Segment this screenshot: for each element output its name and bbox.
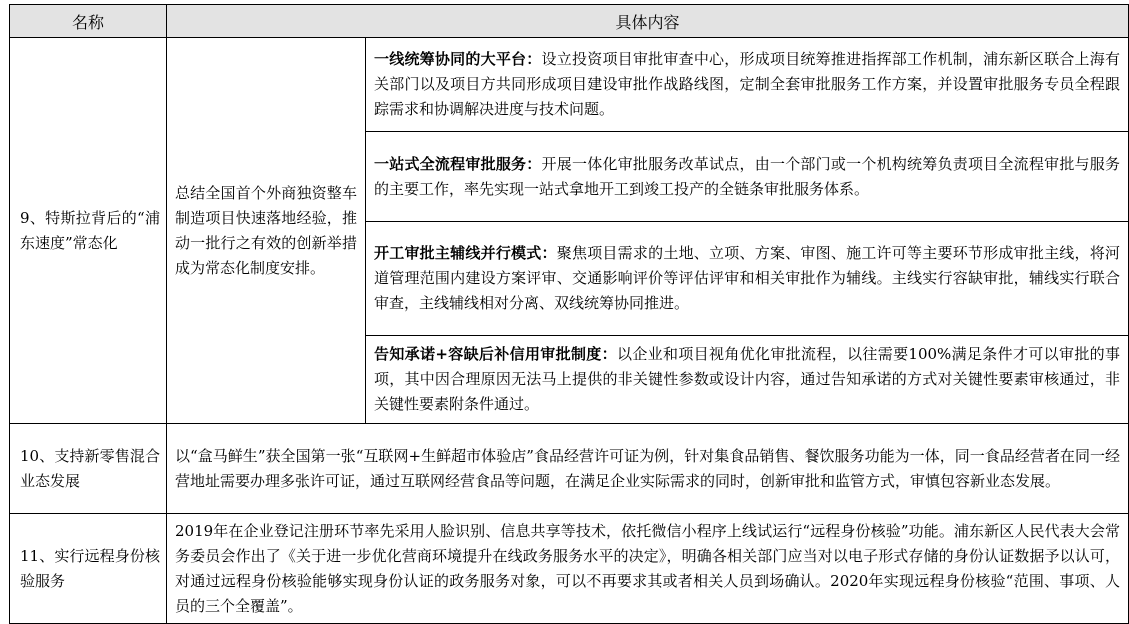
row-name: 11、实行远程身份核验服务 [10, 514, 167, 624]
row-name: 10、支持新零售混合业态发展 [10, 424, 167, 514]
table-row [10, 514, 1129, 624]
detail-title: 一站式全流程审批服务： [374, 154, 542, 173]
row-content: 2019年在企业登记注册环节率先采用人脸识别、信息共享等技术，依托微信小程序上线试运行“远程身份核验”功能。浦东新区人民代表大会常务委员会作出了《关于进一步优化营商环境提升在线政务服务水平的决定》，明确各相关部门应当对以电子形式存储的身份认证数据予以认可，对通过远程身份核验能够实现身份认证的政务服务对象，可以不再要求其或者相关人员到场确认。2020年实现远程身份核验“范围、事项、人员的三个全覆盖”。 [167, 514, 1129, 624]
detail-title: 一线统筹协同的大平台： [374, 50, 542, 68]
table-row [10, 424, 1129, 514]
detail-item [366, 132, 1129, 222]
header-content: 具体内容 [167, 5, 1129, 38]
detail-text: 开展一体化审批服务改革试点，由一个部门或一个机构统筹负责项目全流程审批与服务的主要工作，率先实现一站式拿地开工到竣工投产的全链条审批服务体系。 [374, 154, 1121, 198]
header-name: 名称 [10, 5, 167, 38]
detail-text: 以企业和项目视角优化审批流程，以往需要100%满足条件才可以审批的事项，其中因合理原因无法马上提供的非关键性参数或设计内容，通过告知承诺的方式对关键性要素审核通过，非关键性要素附条件通过。 [374, 345, 1121, 413]
row-summary: 总结全国首个外商独资整车制造项目快速落地经验，推动一批行之有效的创新举措成为常态化制度安排。 [167, 38, 366, 424]
detail-item [366, 336, 1129, 424]
detail-item [366, 222, 1129, 336]
detail-title: 告知承诺+容缺后补信用审批制度： [374, 345, 617, 363]
row-name: 9、特斯拉背后的“浦东速度”常态化 [10, 38, 167, 424]
policy-table [9, 4, 1129, 624]
row-content: 以“盒马鲜生”获全国第一张“互联网+生鲜超市体验店”食品经营许可证为例，针对集食品销售、餐饮服务功能为一体，同一食品经营者在同一经营地址需要办理多张许可证，通过互联网经营食品等问题，在满足企业实际需求的同时，创新审批和监管方式，审慎包容新业态发展。 [167, 424, 1129, 514]
table-header-row [10, 5, 1129, 38]
detail-text: 设立投资项目审批审查中心，形成项目统筹推进指挥部工作机制，浦东新区联合上海有关部门以及项目方共同形成项目建设审批作战路线图，定制全套审批服务工作方案，并设置审批服务专员全程跟踪需求和协调解决进度与技术问题。 [374, 50, 1121, 118]
table-row [10, 38, 1129, 132]
detail-text: 聚焦项目需求的土地、立项、方案、审图、施工许可等主要环节形成审批主线，将河道管理范围内建设方案评审、交通影响评价等评估评审和相关审批作为辅线。主线实行容缺审批，辅线实行联合审查，主线辅线相对分离、双线统筹协同推进。 [374, 244, 1121, 312]
detail-title: 开工审批主辅线并行模式： [374, 244, 557, 262]
detail-item [366, 38, 1129, 132]
